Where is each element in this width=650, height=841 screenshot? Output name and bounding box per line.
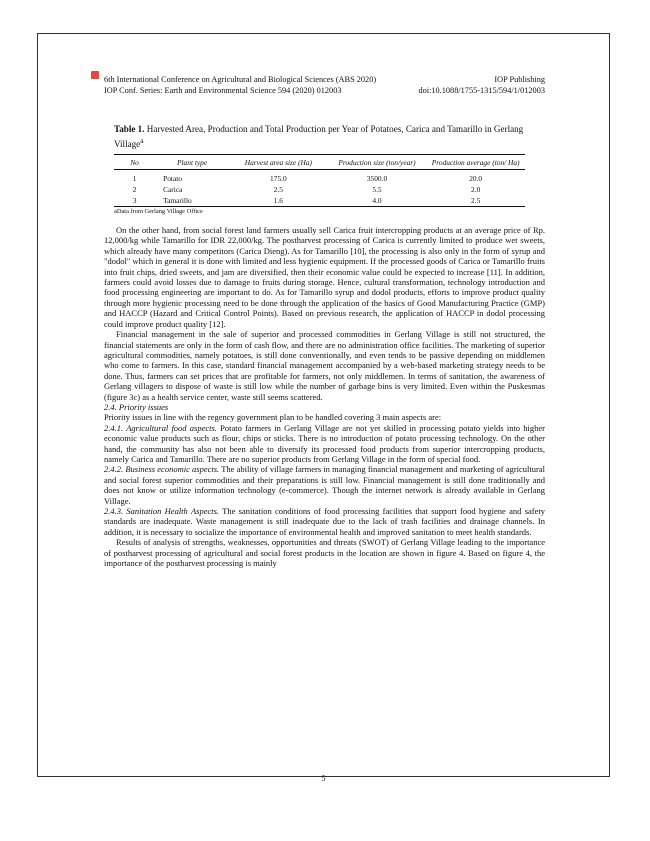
table-cell: Tamarillo <box>163 196 192 206</box>
table-header-cell: Harvest area size (Ha) <box>244 158 312 168</box>
table-row <box>114 184 525 195</box>
production-table <box>114 154 525 207</box>
series-name: IOP Conf. Series: Earth and Environmental Science 594 (2020) 012003 <box>104 86 342 95</box>
table-row <box>114 170 525 185</box>
doi[interactable]: doi:10.1088/1755-1315/594/1/012003 <box>418 86 545 95</box>
annotation-marker-icon[interactable] <box>91 71 99 79</box>
table-header-cell: Production average (ton/ Ha) <box>431 158 520 168</box>
table-cell: 2.5 <box>273 185 283 195</box>
subsection-text: The ability of village farmers in managing financial management and marketing of agricultural and social forest superior commodities and their preparations is still low. Financial management is still done traditionally and does not know or utilize information technology (e-commerce). Though the internet network is already available in Gerlang Village. <box>104 464 545 506</box>
body-text <box>104 225 545 568</box>
paragraph: On the other hand, from social forest land farmers usually sell Carica fruit intercropping products at an average price of Rp. 12,000/kg while Tamarillo for IDR 22,000/kg. The postharvest processing of Carica is currently limited to produce wet sweets, which already have many competitors (Carica Dieng). As for Tamarillo [10], the processing is also only in the form of syrup and "dodol" which in general it is done with limited and less hygienic equipment. If the processed goods of Carica or Tamarillo fruits into fruit chips, dried sweets, and jam are diversified, then their economic value could be expected to increase [11]. In addition, farmers could avoid losses due to damage to fruits during storage. Hence, cultural transformation, technology introduction and food processing engineering are important to do. As for Tamarillo syrup and dodol products, efforts to improve product quality through more hygienic processing need to be done through the application of the basics of Good Manufacturing Practice (GMP) and HACCP (Hazard and Critical Control Points). Based on previous research, the application of HACCP in dodol processing could improve product quality [12]. <box>104 225 545 329</box>
table-cell: 20.0 <box>469 174 483 184</box>
running-header-line-2 <box>104 85 545 96</box>
table-cell: 2 <box>132 185 137 195</box>
table-cell: 3500.0 <box>366 174 388 184</box>
section-heading-2-4: 2.4. Priority issues <box>104 401 169 412</box>
subsection-text: Potato farmers in Gerlang Village are not yet skilled in processing potato yields into higher economic value products such as flour, chips or sticks. There is no introduction of potato processing technology. On the other hand, the community has also not been able to diversify its processed food products from superior intercropping products, namely Carica and Tamarillo. There are no superior products from Gerlang Village in the form of special food. <box>104 422 545 464</box>
table-header-cell: Plant type <box>176 158 208 168</box>
table-cell: Potato <box>163 174 182 184</box>
table-header-cell: Production size (ton/year) <box>338 158 416 168</box>
page-sheet <box>37 33 610 783</box>
subsection-text: The sanitation conditions of food processing facilities that support food hygiene and safety standards are inadequate. Waste management is still inadequate due to the lack of trash facilities and drainage channels. In addition, it is necessary to socialize the importance of environmental health and improved sanitation to meet health standards. <box>104 506 545 537</box>
table-cell: 2.5 <box>471 196 481 206</box>
table-caption <box>114 124 525 150</box>
table-cell: 1 <box>132 174 137 184</box>
table-header-cell: No <box>130 158 139 168</box>
table-row <box>114 195 525 207</box>
table-cell: 2.0 <box>471 185 481 195</box>
table-cell: 3 <box>132 196 137 206</box>
paragraph: Priority issues in line with the regency government plan to be handled covering 3 main aspects are: <box>104 412 442 423</box>
subsection-title: 2.4.3. Sanitation Health Aspects. <box>104 506 220 516</box>
table-cell: 4.0 <box>372 196 382 206</box>
subsection-title: 2.4.1. Agricultural food aspects. <box>104 422 217 433</box>
running-header-line-1 <box>104 74 545 85</box>
table-cell: Carica <box>163 185 183 195</box>
subsection-2-4-3 <box>104 506 545 537</box>
table-caption-text: Harvested Area, Production and Total Production per Year of Potatoes, Carica and Tamarillo in Gerlang Village <box>114 124 524 150</box>
table-caption-sup: a <box>140 136 144 145</box>
table-cell: 1.6 <box>273 196 283 206</box>
table-caption-label: Table 1. <box>114 124 145 134</box>
table-header-row <box>114 155 525 170</box>
publisher-name: IOP Publishing <box>494 75 545 84</box>
conference-name: 6th International Conference on Agricultural and Biological Sciences (ABS 2020) <box>104 75 377 84</box>
subsection-2-4-1 <box>104 423 545 465</box>
paragraph: Financial management in the sale of superior and processed commodities in Gerlang Village is still not structured, the financial statements are only in the form of cash flow, and there are no administration office facilities. The marketing of superior agricultural commodities, namely potatoes, is still done conventionally, and even tends to be passive depending on middlemen who come to farmers. In this case, standard financial management accompanied by a web-based marketing strategy needs to be done. Thus, farmers can set prices that are profitable for farmers, not only middlemen. In terms of sanitation, the awareness of Gerlang villagers to dispose of waste is still low while the number of garbage bins is very limited. Even within the Puskesmas (figure 3c) as a health service center, waste still seems scattered. <box>104 329 545 402</box>
page-number: 5 <box>321 774 326 783</box>
paragraph: Results of analysis of strengths, weaknesses, opportunities and threats (SWOT) of Gerlang Village leading to the importance of postharvest processing of agricultural and social forest products in the location are shown in figure 4. Based on figure 4, the importance of the postharvest processing is mainly <box>104 537 545 569</box>
table-cell: 175.0 <box>270 174 287 184</box>
table-footnote: aData from Gerlang Village Office <box>114 208 203 216</box>
page-content <box>104 74 545 568</box>
table-cell: 5.5 <box>372 185 382 195</box>
table-block <box>114 124 525 216</box>
subsection-2-4-2 <box>104 464 545 506</box>
subsection-title: 2.4.2. Business economic aspects. <box>104 464 220 475</box>
